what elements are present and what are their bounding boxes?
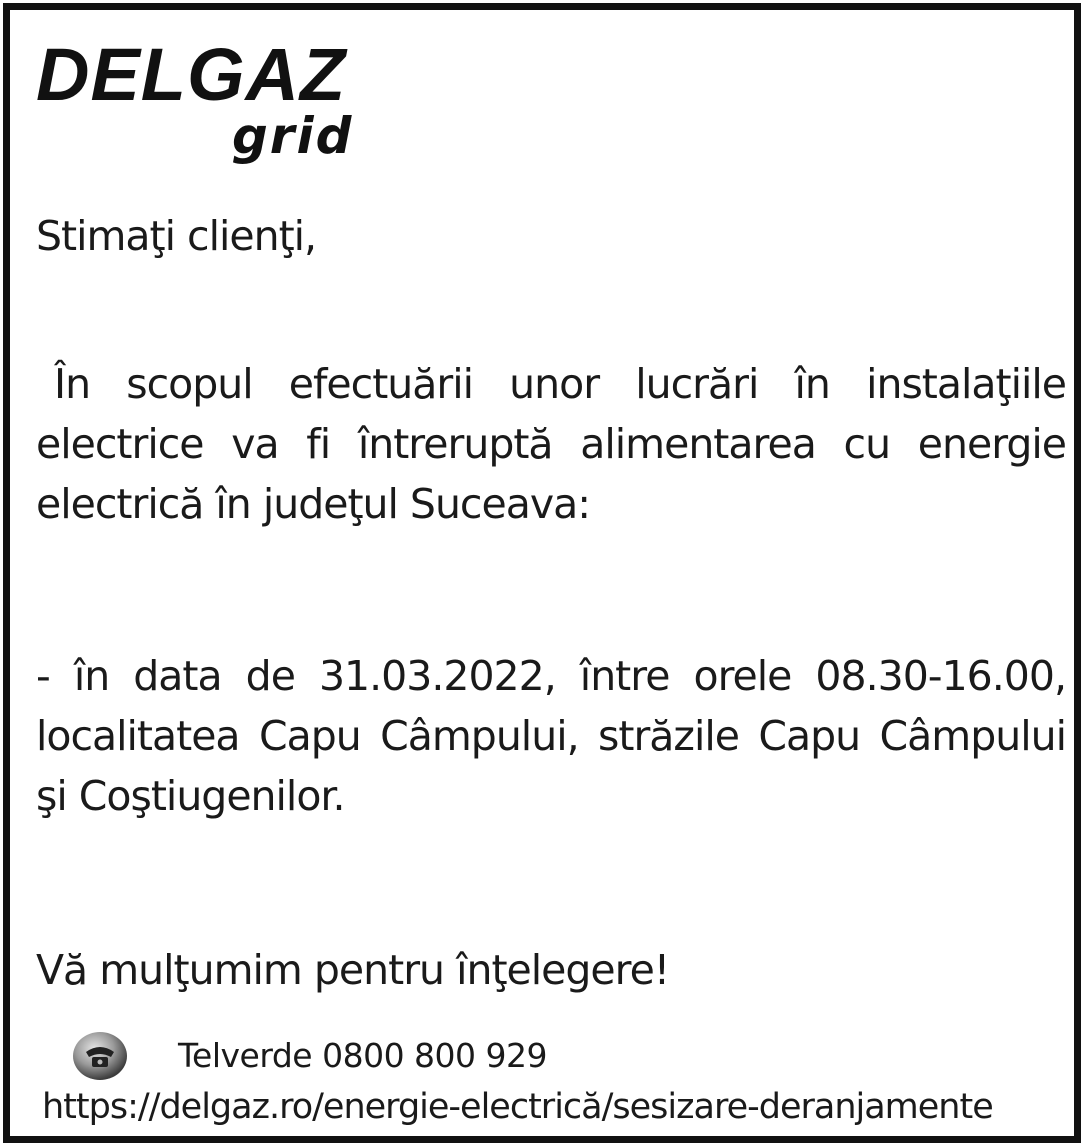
greeting: Stimaţi clienţi, [36,212,317,260]
phone-row [72,1028,772,1082]
thanks-message: Vă mulţumim pentru înţelegere! [36,946,670,994]
notice-frame [3,3,1081,1143]
notice-paragraph-1: În scopul efectuării unor lucrări în instalaţiile electrice va fi întreruptă alimentarea cu energie electrică în judeţul Suceava: [36,360,1066,528]
telephone-icon [72,1030,128,1082]
phone-number: Telverde 0800 800 929 [178,1036,548,1075]
logo-brand: DELGAZ [36,33,347,116]
delgaz-grid-logo [36,33,376,168]
notice-paragraph-2: - în data de 31.03.2022, între orele 08.30-16.00, localitatea Capu Câmpului, străzile Capu Câmpului şi Coştiugenilor. [36,652,1066,820]
logo-sub: grid [232,107,354,165]
outage-report-link[interactable]: https://delgaz.ro/energie-electrică/sesizare-deranjamente [42,1087,993,1127]
